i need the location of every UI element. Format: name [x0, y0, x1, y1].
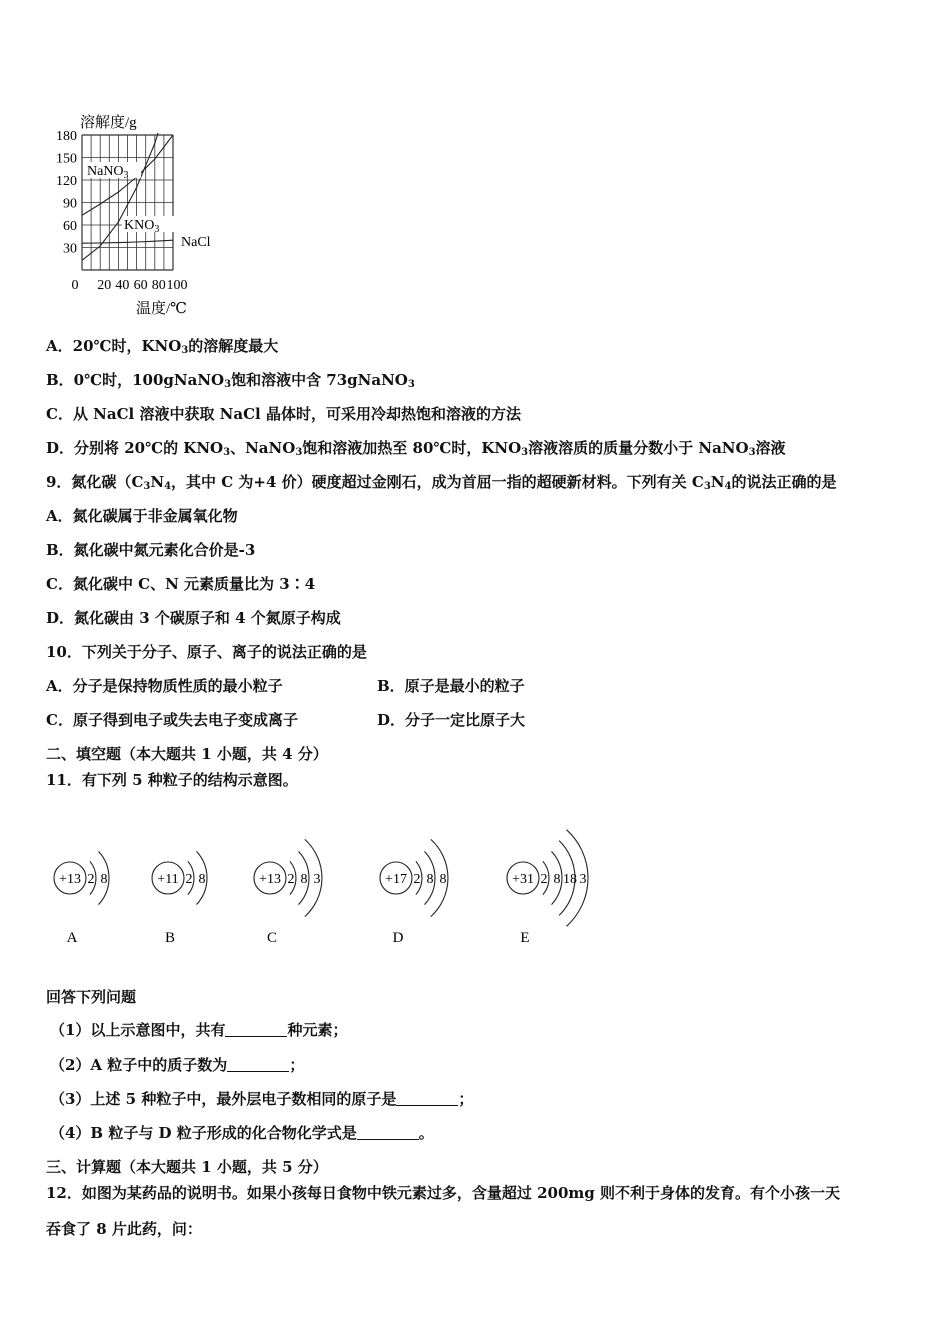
answer-blank[interactable] — [225, 1022, 287, 1037]
nucleus-charge: +13 — [59, 872, 81, 887]
y-tick-label: 60 — [63, 219, 77, 234]
nucleus-charge: +11 — [157, 872, 179, 887]
x-tick-label: 40 — [115, 278, 130, 293]
q10-option-b: B．原子是最小的粒子 — [377, 677, 525, 695]
particle-c — [254, 839, 322, 946]
particle-label: D — [392, 930, 404, 946]
particle-b — [152, 851, 207, 946]
y-tick-label: 180 — [56, 129, 77, 144]
q11-sub4: （4）B 粒子与 D 粒子形成的化合物化学式是 。 — [50, 1124, 434, 1142]
q11-sub2: （2）A 粒子中的质子数为 ； — [50, 1056, 305, 1074]
series-label-kno3: $KNO_3$ — [124, 218, 160, 235]
shell-electron-count: 8 — [198, 872, 206, 887]
x-tick-label: 80 — [151, 278, 166, 293]
particle-diagrams — [40, 810, 630, 960]
shell-electron-count: 8 — [553, 872, 561, 887]
shell-electron-count: 2 — [87, 872, 95, 887]
x-tick-label: 100 — [166, 278, 188, 293]
q10-option-a: A．分子是保持物质性质的最小粒子 — [46, 677, 283, 695]
nucleus-charge: +17 — [385, 872, 407, 887]
particle-label: C — [266, 930, 278, 946]
shell-electron-count: 2 — [413, 872, 421, 887]
chart-ylabel: 溶解度/g — [80, 115, 137, 131]
answer-blank[interactable] — [357, 1125, 419, 1140]
chart-ticks — [56, 129, 188, 293]
y-tick-label: 90 — [63, 196, 77, 212]
answer-blank[interactable] — [396, 1091, 458, 1106]
shell-electron-count: 8 — [426, 872, 434, 887]
shell-electron-count: 8 — [100, 872, 108, 887]
q12-line2: 吞食了 8 片此药，问： — [46, 1220, 202, 1238]
nucleus-charge: +31 — [512, 872, 534, 887]
section2-heading: 二、填空题（本大题共 1 小题，共 4 分） — [46, 745, 328, 763]
q10-option-d: D．分子一定比原子大 — [377, 711, 526, 729]
q8-option-d: D．分别将 20℃的 $KNO_3$、NaNO$_3$饱和溶液加热至 80℃时，$KNO_3$溶液溶质的质量分数小于 NaNO$_3$溶液 — [46, 439, 786, 458]
q9-option-a: A．氮化碳属于非金属氧化物 — [46, 507, 238, 525]
q11-sub3: （3）上述 5 种粒子中，最外层电子数相同的原子是 ； — [50, 1090, 474, 1108]
y-tick-label: 120 — [56, 174, 77, 189]
q11-prompt: 回答下列问题 — [46, 988, 137, 1006]
section3-heading: 三、计算题（本大题共 1 小题，共 5 分） — [46, 1158, 328, 1176]
q10-option-c: C．原子得到电子或失去电子变成离子 — [46, 711, 298, 729]
particle-label: A — [66, 930, 78, 946]
particle-a — [54, 851, 109, 946]
solubility-chart — [40, 108, 240, 320]
x-tick-label: 0 — [71, 278, 79, 293]
shell-electron-count: 8 — [300, 872, 308, 887]
q9-stem: 9．氮化碳（$C_3N_4$，其中 C 为+4 价）硬度超过金刚石，成为首屈一指的超硬新材料。下列有关 $C_3N_4$的说法正确的是 — [46, 473, 837, 492]
q12-line1: 12．如图为某药品的说明书。如果小孩每日食物中铁元素过多，含量超过 200mg 则不利于身体的发育。有个小孩一天 — [46, 1184, 840, 1202]
shell-electron-count: 3 — [579, 872, 587, 887]
shell-electron-count: 2 — [287, 872, 295, 887]
chart-series-labels — [85, 162, 211, 250]
q8-option-a: A．20℃时，$KNO_3$的溶解度最大 — [46, 337, 279, 356]
shell-electron-count: 8 — [439, 872, 447, 887]
series-label-nano3: NaNO$_3$ — [87, 164, 129, 181]
x-tick-label: 20 — [97, 278, 112, 293]
x-tick-label: 60 — [133, 278, 148, 293]
answer-blank[interactable] — [227, 1057, 289, 1072]
q11-sub1: （1）以上示意图中，共有 种元素； — [50, 1021, 348, 1039]
series-label-nacl: NaCl — [181, 235, 211, 250]
q10-stem: 10．下列关于分子、原子、离子的说法正确的是 — [46, 643, 367, 661]
particle-label: B — [164, 930, 176, 946]
q8-option-c: C．从 NaCl 溶液中获取 NaCl 晶体时，可采用冷却热饱和溶液的方法 — [46, 405, 521, 423]
q9-option-b: B．氮化碳中氮元素化合价是-3 — [46, 541, 256, 559]
particle-d — [380, 839, 448, 946]
shell-electron-count: 2 — [540, 872, 548, 887]
chart-xlabel: 温度/℃ — [136, 301, 187, 317]
y-tick-label: 30 — [63, 241, 77, 257]
q9-option-c: C．氮化碳中 C、N 元素质量比为 3∶4 — [46, 575, 316, 593]
q9-option-d: D．氮化碳由 3 个碳原子和 4 个氮原子构成 — [46, 609, 341, 627]
shell-electron-count: 2 — [185, 872, 193, 887]
q11-stem: 11．有下列 5 种粒子的结构示意图。 — [46, 771, 298, 789]
particle-e — [507, 830, 588, 946]
shell-electron-count: 3 — [313, 872, 321, 887]
shell-electron-count: 18 — [563, 872, 577, 887]
particle-label: E — [520, 930, 530, 946]
nucleus-charge: +13 — [259, 872, 281, 887]
y-tick-label: 150 — [56, 151, 77, 167]
q8-option-b: B．0℃时，100gNaNO$_3$饱和溶液中含 73gNaNO$_3$ — [46, 371, 415, 390]
